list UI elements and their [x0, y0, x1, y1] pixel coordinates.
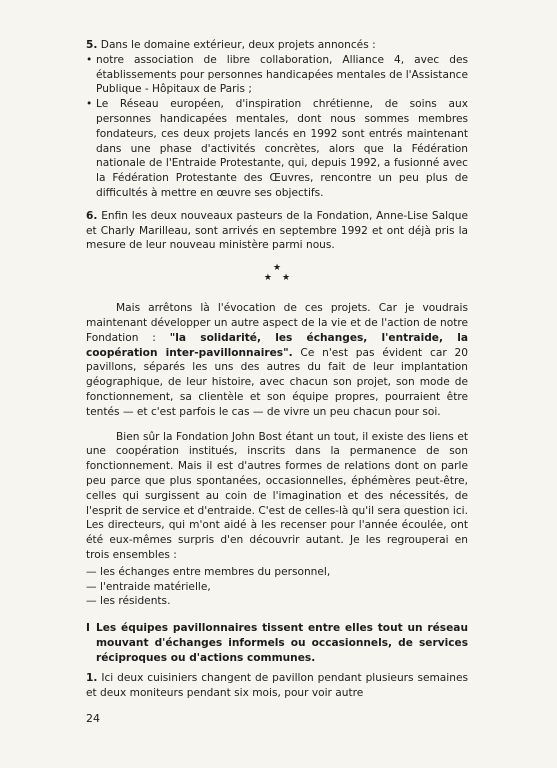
item-1-number: 1. [86, 672, 98, 685]
bullet-item [86, 53, 468, 97]
bold-quote: "la solidarité, les échanges, l'entraide, la coopération inter-pavillonnaires". [86, 331, 468, 359]
bullet-text: notre association de libre collaboration, Alliance 4, avec des établissements pour personnes handicapées mentales de l'Assistance Publique - Hôpitaux de Paris ; [96, 53, 469, 96]
dash-list-item: — les échanges entre membres du personnel, [86, 565, 331, 578]
item-1-text: Ici deux cuisiniers changent de pavillon pendant plusieurs semaines et deux moniteurs pendant six mois, pour voir autre [86, 672, 468, 700]
section-heading [86, 621, 468, 665]
section-numeral: I [86, 622, 90, 635]
page-number: 24 [86, 712, 100, 725]
dash-list-item: — les résidents. [86, 595, 171, 608]
item-6-text: Enfin les deux nouveaux pasteurs de la Fondation, Anne-Lise Salque et Charly Marilleau, sont arrivés en septembre 1992 et ont déjà pris la mesure de leur nouveau ministère parmi nous. [86, 209, 468, 252]
item-1 [86, 671, 468, 701]
bullet-item [86, 97, 468, 201]
star-icon: ★ [272, 263, 282, 274]
item-6 [86, 209, 468, 253]
paragraph-links: Bien sûr la Fondation John Bost étant un tout, il existe des liens et une coopération institués, inscrits dans la permanence de son fonctionnement. Mais il est d'autres formes de relations dont on parle peu parce que plus spontanées, occasionnelles, éphémères peut-être, celles qui surgissent au coin de l'imagination et des nécessités, de l'esprit de service et d'entraide. C'est de celles-là qu'il sera question ici. Les directeurs, qui m'ont aidé à les recenser pour l'année écoulée, ont été eux-mêmes surpris d'en découvrir autant. Je les regrouperai en trois ensembles : [86, 430, 468, 561]
star-divider [86, 263, 468, 283]
page-body [86, 38, 468, 701]
bullet-text: Le Réseau européen, d'inspiration chrétienne, de soins aux personnes handicapées mentales, dont nous sommes membres fondateurs, ces deux projets lancés en 1992 sont entrés maintenant dans une phase d'activités concrètes, alors que la Fédération nationale de l'Entraide Protestante, qui, depuis 1992, a fusionné avec la Fédération Protestante des Œuvres, rencontre un peu plus de difficultés à mettre en œuvre ses objectifs. [96, 98, 468, 199]
bullet-icon: • [86, 53, 93, 66]
dash-icon: — [86, 580, 97, 593]
dash-list [86, 565, 468, 609]
paragraph-solidarity: Mais arrêtons là l'évocation de ces projets. Car je voudrais maintenant développer un autre aspect de la vie et de l'action de notre Fondation : "la solidarité, les échanges, l'entraide, la coopération inter-pavillonnaires". Ce n'est pas évident car 20 pavillons, séparés les uns des autres du fait de leur implantation géographique, de leur histoire, avec chacun son projet, son mode de fonctionnement, sa clientèle et son équipe propres, pourraient être tentés — et c'est parfois le cas — de vivre un peu chacun pour soi. [86, 302, 468, 418]
item-6-number: 6. [86, 209, 98, 222]
item-5-number: 5. [86, 39, 98, 51]
dash-icon: — [86, 595, 97, 608]
section-heading-text: Les équipes pavillonnaires tissent entre elles tout un réseau mouvant d'échanges informels ou occasionnels, de services réciproques ou d'actions communes. [96, 622, 468, 664]
star-icon-pair: ★★ [263, 273, 301, 284]
dash-icon: — [86, 565, 97, 578]
item-5 [86, 38, 468, 201]
dash-list-item: — l'entraide matérielle, [86, 580, 211, 593]
item-5-intro: Dans le domaine extérieur, deux projets annoncés : [100, 39, 376, 51]
bullet-icon: • [86, 98, 93, 111]
